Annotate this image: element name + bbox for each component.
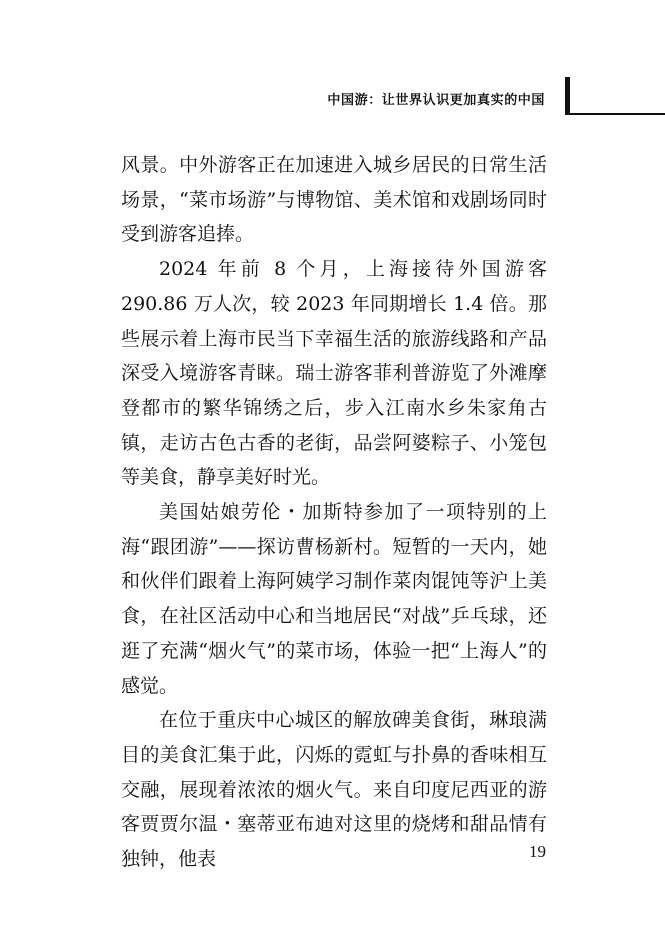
paragraph-continued: 风景。中外游客正在加速进入城乡居民的日常生活场景，“菜市场游”与博物馆、美术馆和戏剧场同时受到游客追捧。	[121, 154, 547, 246]
paragraph-shanghai-stats: 2024 年前 8 个月，上海接待外国游客 290.86 万人次，较 2023 年同期增长 1.4 倍。那些展示着上海市民当下幸福生活的旅游线路和产品深受入境游客青睐。瑞士游客菲利普游览了外滩摩登都市的繁华锦绣之后，步入江南水乡朱家角古镇，走访古色古香的老街，品尝阿婆粽子、小笼包等美食，静享美好时光。	[121, 258, 547, 489]
header-rule-line	[565, 113, 665, 115]
paragraph-lauren: 美国姑娘劳伦・加斯特参加了一项特别的上海“跟团游”——探访曹杨新村。短暂的一天内，她和伙伴们跟着上海阿姨学习制作菜肉馄饨等沪上美食，在社区活动中心和当地居民“对战”乒乓球，还逛了充满“烟火气”的菜市场，体验一把“上海人”的感觉。	[121, 501, 547, 697]
header-rule-bar	[565, 77, 570, 115]
text-body	[121, 148, 547, 877]
page-number: 19	[529, 842, 546, 861]
paragraph-chongqing: 在位于重庆中心城区的解放碑美食街，琳琅满目的美食汇集于此，闪烁的霓虹与扑鼻的香味相互交融，展现着浓浓的烟火气。来自印度尼西亚的游客贾贾尔温・塞蒂亚布迪对这里的烧烤和甜品情有独钟，他表	[121, 709, 547, 871]
running-header: 中国游：让世界认识更加真实的中国	[327, 93, 545, 108]
